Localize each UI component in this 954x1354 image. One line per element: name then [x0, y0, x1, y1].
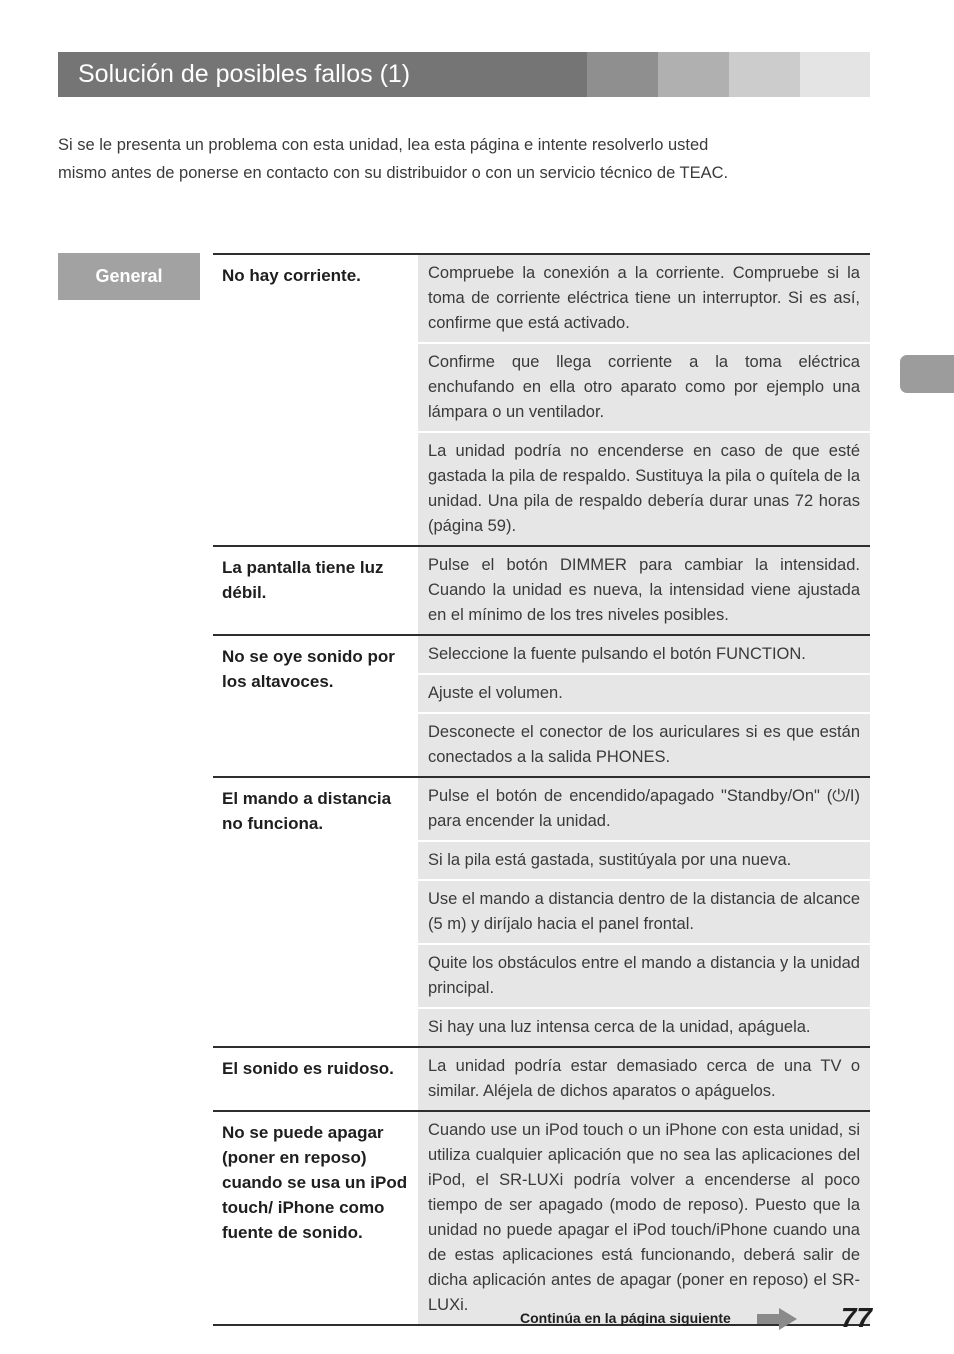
problem-text: La pantalla tiene luz débil.	[222, 558, 384, 602]
title-swatch	[587, 52, 658, 97]
title-swatch	[658, 52, 729, 97]
solution-item: Quite los obstáculos entre el mando a distancia y la unidad principal.	[418, 943, 870, 1007]
solution-item: Si la pila está gastada, sustitúyala por una nueva.	[418, 840, 870, 879]
page-title-bar	[58, 52, 870, 97]
page-title: Solución de posibles fallos (1)	[58, 52, 587, 97]
solution-item: Desconecte el conector de los auriculares si es que están conectados a la salida PHONES.	[418, 712, 870, 776]
table-row	[213, 776, 870, 1046]
problem-text: El mando a distancia no funciona.	[222, 789, 392, 833]
title-swatch	[800, 52, 870, 97]
solution-item: Seleccione la fuente pulsando el botón FUNCTION.	[418, 636, 870, 673]
title-swatch	[729, 52, 800, 97]
troubleshooting-table	[213, 253, 870, 1326]
problem-text: No se oye sonido por los altavoces.	[222, 647, 395, 691]
solution-item: La unidad podría estar demasiado cerca de una TV o similar. Aléjela de dichos aparatos o apáguelos.	[418, 1048, 870, 1110]
solution-item: Compruebe la conexión a la corriente. Compruebe si la toma de corriente eléctrica tiene un interruptor. Si es así, confirme que está activado.	[418, 255, 870, 342]
table-row	[213, 545, 870, 634]
solution-item: Ajuste el volumen.	[418, 673, 870, 712]
section-label-general: General	[58, 253, 200, 300]
intro-paragraph: Si se le presenta un problema con esta unidad, lea esta página e intente resolverlo usted mismo antes de ponerse en contacto con su distribuidor o con un servicio técnico de TEAC.	[58, 136, 729, 182]
solution-item: Use el mando a distancia dentro de la distancia de alcance (5 m) y diríjalo hacia el panel frontal.	[418, 879, 870, 943]
solution-item: Cuando use un iPod touch o un iPhone con esta unidad, si utiliza cualquier aplicación que no sea las aplicaciones del iPod, el SR-LUXi podría volver a encenderse al poco tiempo de ser apagado (modo de reposo). Puesto que la unidad no puede apagar el iPod touch/iPhone cuando una de estas aplicaciones está funcionando, deberá salir de dicha aplicación antes de apagar (poner en reposo) el SR-LUXi.	[418, 1112, 870, 1324]
solution-list	[418, 778, 870, 1046]
solution-list	[418, 255, 870, 545]
problem-text: No hay corriente.	[222, 266, 361, 285]
solution-item: Confirme que llega corriente a la toma eléctrica enchufando en ella otro aparato como por ejemplo una lámpara o un ventilador.	[418, 342, 870, 431]
solution-list	[418, 636, 870, 776]
chapter-tab	[900, 355, 954, 393]
solution-item: Si hay una luz intensa cerca de la unidad, apáguela.	[418, 1007, 870, 1046]
solution-item: La unidad podría no encenderse en caso de que esté gastada la pila de respaldo. Sustituya la pila o quítela de la unidad. Una pila de respaldo debería durar unas 72 horas (página 59).	[418, 431, 870, 545]
solution-list	[418, 547, 870, 634]
continue-note: Continúa en la página siguiente	[520, 1310, 731, 1326]
solution-item: Pulse el botón DIMMER para cambiar la intensidad. Cuando la unidad es nueva, la intensidad viene ajustada en el mínimo de los tres niveles posibles.	[418, 547, 870, 634]
page-number: 77	[840, 1302, 872, 1333]
table-row	[213, 1046, 870, 1110]
problem-text: No se puede apagar (poner en reposo) cuando se usa un iPod touch/ iPhone como fuente de sonido.	[222, 1123, 408, 1242]
solution-list	[418, 1048, 870, 1110]
problem-text: El sonido es ruidoso.	[222, 1059, 394, 1078]
table-row	[213, 1110, 870, 1326]
table-row	[213, 634, 870, 776]
solution-item: Pulse el botón de encendido/apagado "Standby/On" (⏻/I) para encender la unidad.	[418, 778, 870, 840]
table-row	[213, 253, 870, 545]
solution-list	[418, 1112, 870, 1324]
arrow-right-icon	[757, 1308, 797, 1330]
